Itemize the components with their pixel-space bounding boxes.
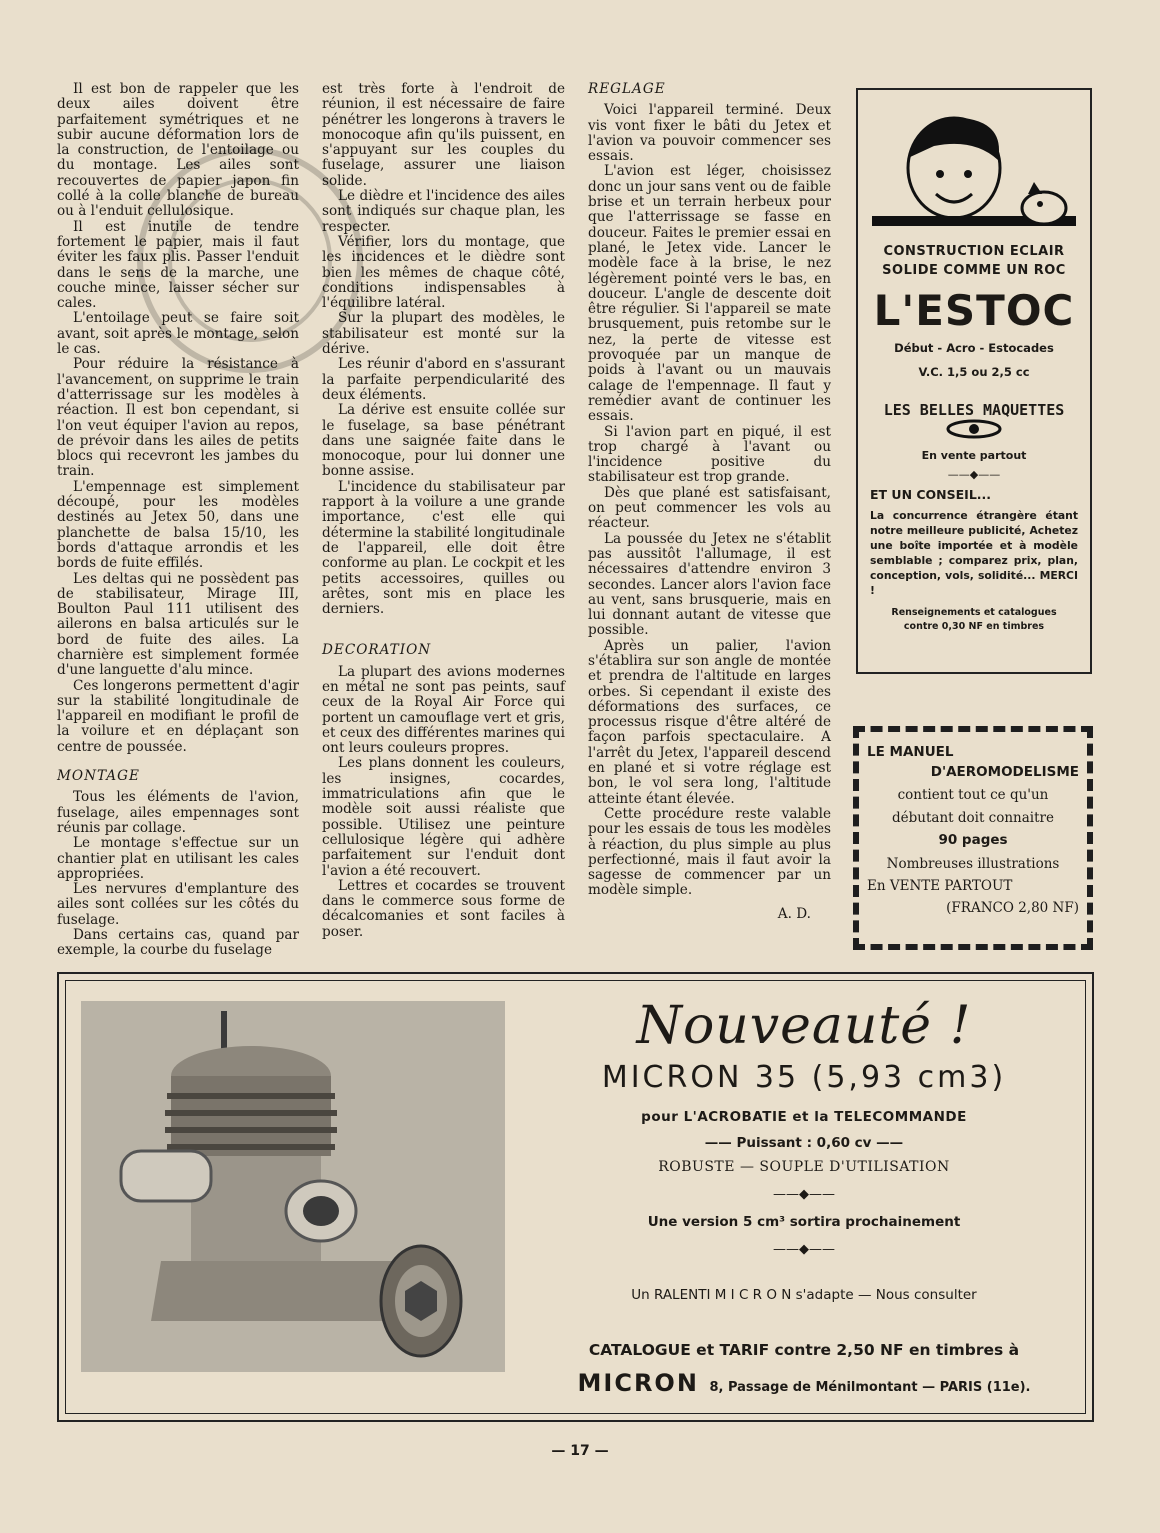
- manuel-pages: 90 pages: [938, 832, 1008, 848]
- paragraph: Tous les éléments de l'avion, fuselage, ailes empennages sont réunis par collage.: [57, 789, 299, 836]
- paragraph: Le dièdre et l'incidence des ailes sont indiqués sur chaque plan, les respecter.: [322, 188, 565, 235]
- ralenti-line: Un RALENTI M I C R O N s'adapte — Nous consulter: [631, 1287, 977, 1303]
- section-heading-reglage: REGLAGE: [588, 81, 666, 97]
- page-number: — 17 —: [551, 1443, 609, 1459]
- manuel-title-1: LE MANUEL: [867, 744, 954, 760]
- estoc-advertisement: [856, 88, 1092, 674]
- section-heading-montage: MONTAGE: [57, 768, 140, 785]
- manuel-line-2: débutant doit connaitre: [892, 810, 1054, 826]
- paragraph: Les nervures d'emplanture des ailes sont collées sur les côtés du fuselage.: [57, 881, 299, 928]
- conseil-title: ET UN CONSEIL...: [870, 487, 992, 502]
- paragraph: Après un palier, l'avion s'établira sur son angle de montée et prendra de l'altitude en larges orbes. Si cependant il existe des déformations des surfaces, ce processus risque d'être altéré de façon parfois spectaculaire. A l'arrêt du Jetex, l'appareil descend en plané et si votre réglage est bon, le vol sera long, l'altitude atteinte étant élevée.: [588, 637, 831, 807]
- paragraph: L'incidence du stabilisateur par rapport à la voilure a une grande importance, c'est elle qui détermine la stabilité longitudinale de l'appareil, elle doit être conforme au plan. Le cockpit et les petits accessoires, quilles ou arêtes, sont mis en place les derniers.: [322, 478, 565, 618]
- paragraph: La poussée du Jetex ne s'établit pas aussitôt l'allumage, il est nécessaires d'attendre environ 3 secondes. Lancer alors l'avion face au vent, sans brusquerie, mais en lui donnant autant de vitesse que possible.: [588, 530, 831, 639]
- author-signature: A. D.: [777, 905, 811, 922]
- conseil-body: La concurrence étrangère étant notre meilleure publicité, Achetez une boîte importée et à modèle semblable ; comparez prix, plan, conception, vols, solidité... MERCI !: [870, 509, 1078, 597]
- paragraph: est très forte à l'endroit de réunion, il est nécessaire de faire pénétrer les longerons à travers le monocoque afin qu'ils puissent, en s'appuyant sur les couples du fuselage, assurer une liaison solide.: [322, 81, 565, 189]
- conseil-block: [858, 487, 1090, 598]
- nouveaute-heading: Nouveauté !: [636, 996, 972, 1056]
- slogan-line-2: SOLIDE COMME UN ROC: [882, 263, 1066, 278]
- vente-partout: En vente partout: [921, 449, 1027, 462]
- article-column-2: [322, 82, 565, 940]
- power-line: —— Puissant : 0,60 cv ——: [704, 1135, 904, 1151]
- paragraph: Les réunir d'abord en s'assurant la parfaite perpendicularité des deux éléments.: [322, 356, 565, 403]
- micron-advertisement: [57, 972, 1094, 1422]
- engine-photo: [81, 1001, 505, 1372]
- paragraph: Pour réduire la résistance à l'avancement, on supprime le train d'atterrissage sur les modèles à réaction. Il est bon cependant, si l'on veut équiper l'avion au repos, de prévoir dans les ailes de petits blocs qui recevront les jambes du train.: [57, 356, 299, 480]
- paragraph: Vérifier, lors du montage, que les incidences et le dièdre sont bien les mêmes de chaque côté, conditions indispensables à l'équilibre latéral.: [322, 233, 565, 312]
- slogan-line-1: CONSTRUCTION ECLAIR: [883, 244, 1065, 259]
- micron-address: 8, Passage de Ménilmontant — PARIS (11e).: [709, 1380, 1031, 1395]
- paragraph: Il est bon de rappeler que les deux ailes doivent être parfaitement symétriques et ne subir aucune déformation lors de la construction, de l'entoilage ou du montage. Les ailes sont recouvertes de papier japon fin collé à la colle blanche de bureau ou à l'enduit cellulosique.: [57, 81, 299, 220]
- estoc-brand: L'ESTOC: [873, 286, 1075, 335]
- paragraph: Ces longerons permettent d'agir sur la stabilité longitudinale de l'appareil en modifiant le profil de la voilure et en déplaçant son centre de poussée.: [57, 677, 299, 755]
- belles-maquettes-logo: LES BELLES MAQUETTES: [883, 401, 1065, 419]
- paragraph: Voici l'appareil terminé. Deux vis vont fixer le bâti du Jetex et l'avion va pouvoir commencer ses essais.: [588, 102, 831, 165]
- paragraph: Sur la plupart des modèles, le stabilisateur est monté sur la dérive.: [322, 310, 565, 358]
- manuel-illustrations: Nombreuses illustrations: [886, 856, 1060, 872]
- address-line: [534, 1369, 1074, 1397]
- paragraph: La dérive est ensuite collée sur le fuselage, sa base pénétrant dans une saignée faite dans le monocoque, pour lui donner une bonne assise.: [322, 402, 565, 480]
- manuel-advertisement: [853, 726, 1093, 950]
- manuel-vente: En VENTE PARTOUT: [867, 878, 1013, 894]
- usage-line: pour L'ACROBATIE et la TELECOMMANDE: [641, 1109, 967, 1125]
- separator-diamond-icon: ——◆——: [773, 1187, 835, 1202]
- paragraph: Cette procédure reste valable pour les essais de tous les modèles à réaction, du plus simple au plus perfectionné, mais il faut avoir la sagesse de commencer par un modèle simple.: [588, 805, 831, 899]
- separator-diamond-icon: ——◆——: [947, 468, 1001, 481]
- renseignements-line-1: Renseignements et catalogues: [891, 607, 1057, 618]
- features-line: ROBUSTE — SOUPLE D'UTILISATION: [658, 1159, 950, 1175]
- models-line: Début - Acro - Estocades: [894, 341, 1054, 355]
- catalogue-line: CATALOGUE et TARIF contre 2,50 NF en timbres à: [588, 1341, 1020, 1359]
- paragraph: Dès que plané est satisfaisant, on peut commencer les vols au réacteur.: [588, 484, 831, 532]
- paragraph: La plupart des avions modernes en métal ne sont pas peints, sauf ceux de la Royal Air Force qui portent un camouflage vert et gris, et ceux des différentes marines qui ont leurs couleurs propres.: [322, 663, 565, 757]
- separator-diamond-icon: ——◆——: [773, 1242, 835, 1257]
- micron-ad-text: [534, 974, 1074, 1397]
- micron-model: MICRON 35 (5,93 cm3): [601, 1060, 1007, 1095]
- micron-brand: MICRON: [577, 1369, 699, 1397]
- paragraph: L'empennage est simplement découpé, pour les modèles destinés au Jetex 50, dans une planchette de balsa 15/10, les bords d'attaque arrondis et les bords de fuite effilés.: [57, 478, 299, 572]
- paragraph: Il est inutile de tendre fortement le papier, mais il faut éviter les faux plis. Passer l'enduit dans le sens de la marche, une couche mince, laisser sécher sur cales.: [57, 218, 299, 312]
- paragraph: Les deltas qui ne possèdent pas de stabilisateur, Mirage III, Boulton Paul 111 utilisent des ailerons en balsa articulés sur le bord de fuite des ailes. La charnière est simplement formée d'une languette d'alu mince.: [57, 570, 299, 679]
- engine-line: V.C. 1,5 ou 2,5 cc: [918, 365, 1030, 379]
- article-column-1: [57, 82, 299, 959]
- version-line: Une version 5 cm³ sortira prochainement: [647, 1214, 961, 1230]
- paragraph: Lettres et cocardes se trouvent dans le commerce sous forme de décalcomanies et sont faciles à poser.: [322, 877, 565, 940]
- renseignements-line-2: contre 0,30 NF en timbres: [903, 621, 1045, 632]
- paragraph: Si l'avion part en piqué, il est trop chargé à l'avant ou l'incidence positive du stabilisateur est trop grande.: [588, 423, 831, 486]
- paragraph: Le montage s'effectue sur un chantier plat en utilisant les cales appropriées.: [57, 835, 299, 882]
- paragraph: Dans certains cas, quand par exemple, la courbe du fuselage: [57, 927, 299, 959]
- manuel-line-1: contient tout ce qu'un: [897, 787, 1049, 803]
- boy-and-dog-illustration: [864, 98, 1084, 236]
- article-column-3: [588, 82, 831, 922]
- paragraph: Les plans donnent les couleurs, les insignes, cocardes, immatriculations afin que le modèle soit aussi réaliste que possible. Utilisez une peinture cellulosique légère qui adhère parfaitement sur l'enduit dont l'avion a été recouvert.: [322, 755, 565, 879]
- manuel-franco: (FRANCO 2,80 NF): [946, 900, 1079, 916]
- manuel-title-2: D'AEROMODELISME: [930, 764, 1079, 780]
- paragraph: L'avion est léger, choisissez donc un jour sans vent ou de faible brise et un terrain herbeux pour que l'atterrissage se fasse en douceur. Faites le premier essai en plané, le Jetex vide. Lancer le modèle face à la brise, le nez légèrement pointé vers le bas, en douceur. L'angle de descente doit être régulier. Si l'appareil se mate brusquement, puis retombe sur le nez, la perte de vitesse est provoquée par un manque de poids à l'avant ou un mauvais calage de l'empennage. Il faut y remédier avant de continuer les essais.: [588, 163, 831, 425]
- logo-ring-icon: [944, 419, 1004, 439]
- section-heading-decoration: DECORATION: [322, 642, 432, 659]
- paragraph: L'entoilage peut se faire soit avant, soit après le montage, selon le cas.: [57, 310, 299, 358]
